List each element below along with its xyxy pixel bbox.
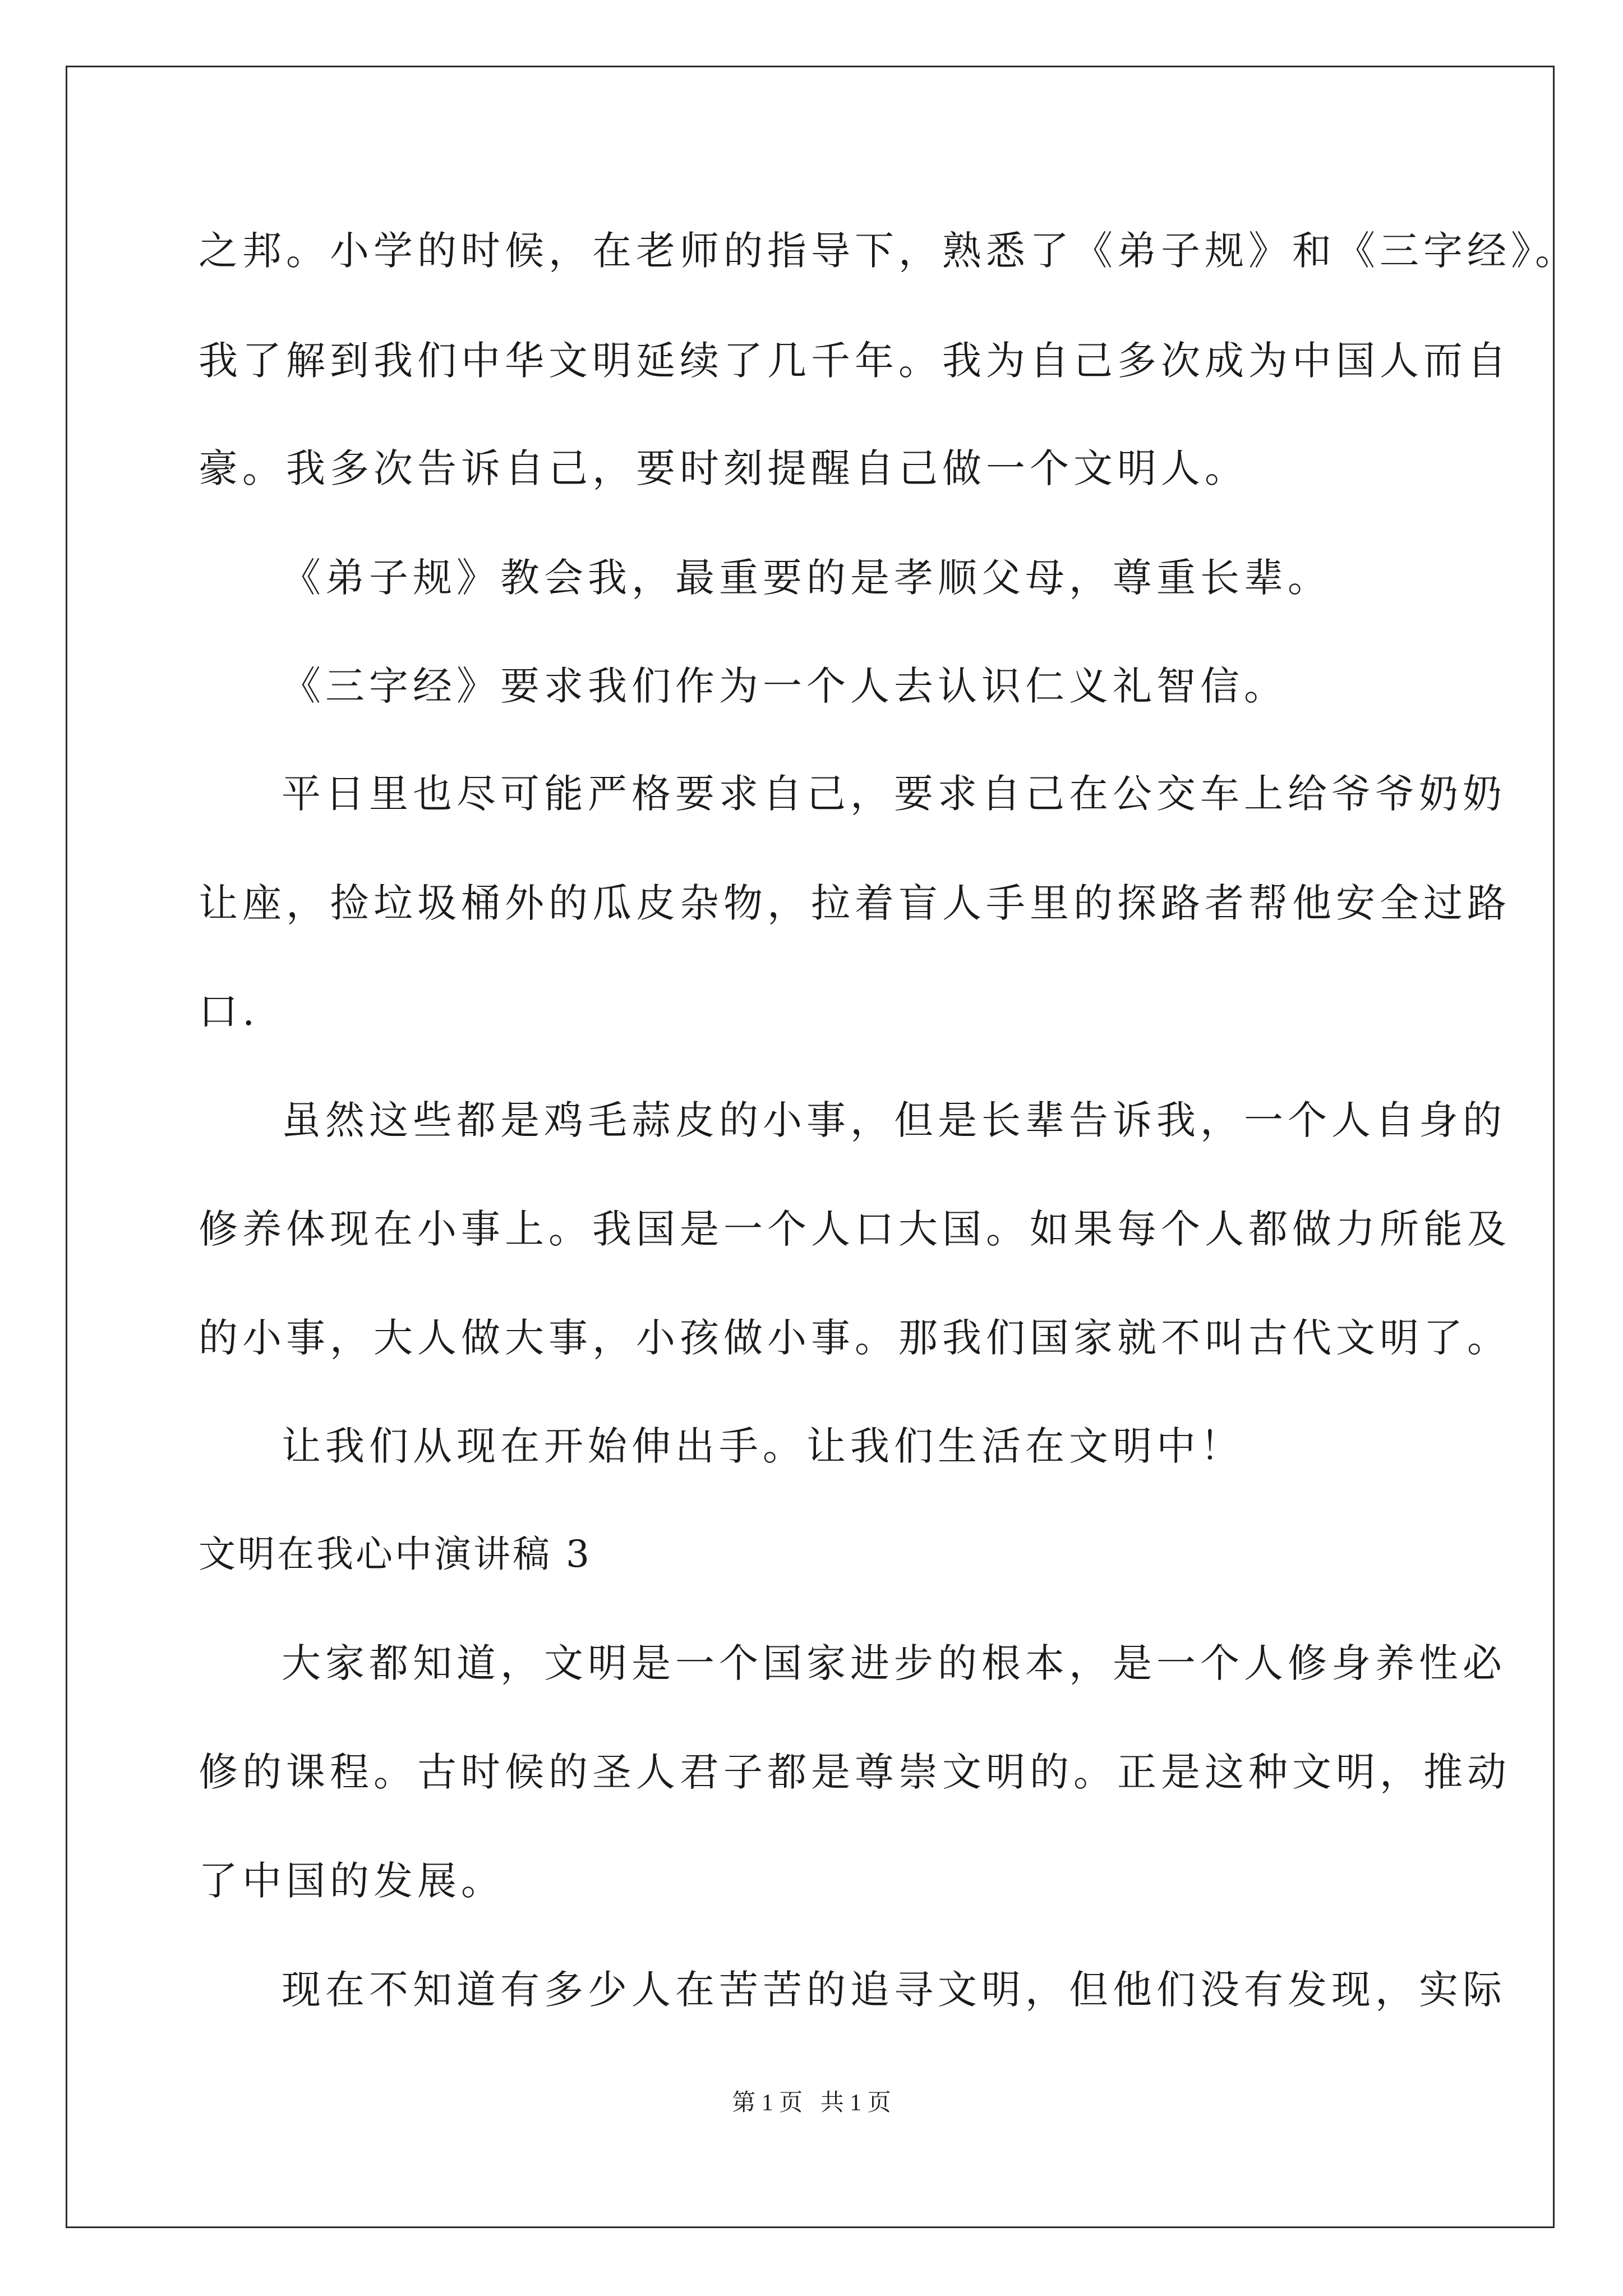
body-line: 的小事，大人做大事，小孩做小事。那我们国家就不叫古代文明了。 <box>199 1315 1511 1361</box>
body-line: 大家都知道，文明是一个国家进步的根本，是一个人修身养性必 <box>282 1640 1506 1686</box>
body-line: 修养体现在小事上。我国是一个人口大国。如果每个人都做力所能及 <box>199 1206 1511 1252</box>
body-line: 之邦。小学的时候，在老师的指导下，熟悉了《弟子规》和《三字经》。 <box>199 228 1579 274</box>
body-line: 平日里也尽可能严格要求自己，要求自己在公交车上给爷爷奶奶 <box>282 771 1506 817</box>
body-line: 了中国的发展。 <box>199 1858 505 1904</box>
body-line: 虽然这些都是鸡毛蒜皮的小事，但是长辈告诉我，一个人自身的 <box>282 1097 1506 1143</box>
page-number-label: 第 1 页 共 1 页 <box>732 2090 891 2116</box>
body-line: 口. <box>199 988 260 1034</box>
body-line: 《弟子规》教会我，最重要的是孝顺父母，尊重长辈。 <box>282 555 1331 601</box>
body-line: 《三字经》要求我们作为一个人去认识仁义礼智信。 <box>282 663 1288 709</box>
body-line: 我了解到我们中华文明延续了几千年。我为自己多次成为中国人而自 <box>199 338 1511 384</box>
page-footer <box>0 2091 1623 2115</box>
body-line: 让我们从现在开始伸出手。让我们生活在文明中！ <box>282 1423 1244 1469</box>
body-line: 豪。我多次告诉自己，要时刻提醒自己做一个文明人。 <box>199 445 1248 491</box>
body-line: 修的课程。古时候的圣人君子都是尊崇文明的。正是这种文明，推动 <box>199 1749 1511 1795</box>
body-line: 现在不知道有多少人在苦苦的追寻文明，但他们没有发现，实际 <box>282 1967 1506 2013</box>
section-heading: 文明在我心中演讲稿 3 <box>199 1533 592 1576</box>
body-line: 让座，捡垃圾桶外的瓜皮杂物，拉着盲人手里的探路者帮他安全过路 <box>199 880 1511 926</box>
